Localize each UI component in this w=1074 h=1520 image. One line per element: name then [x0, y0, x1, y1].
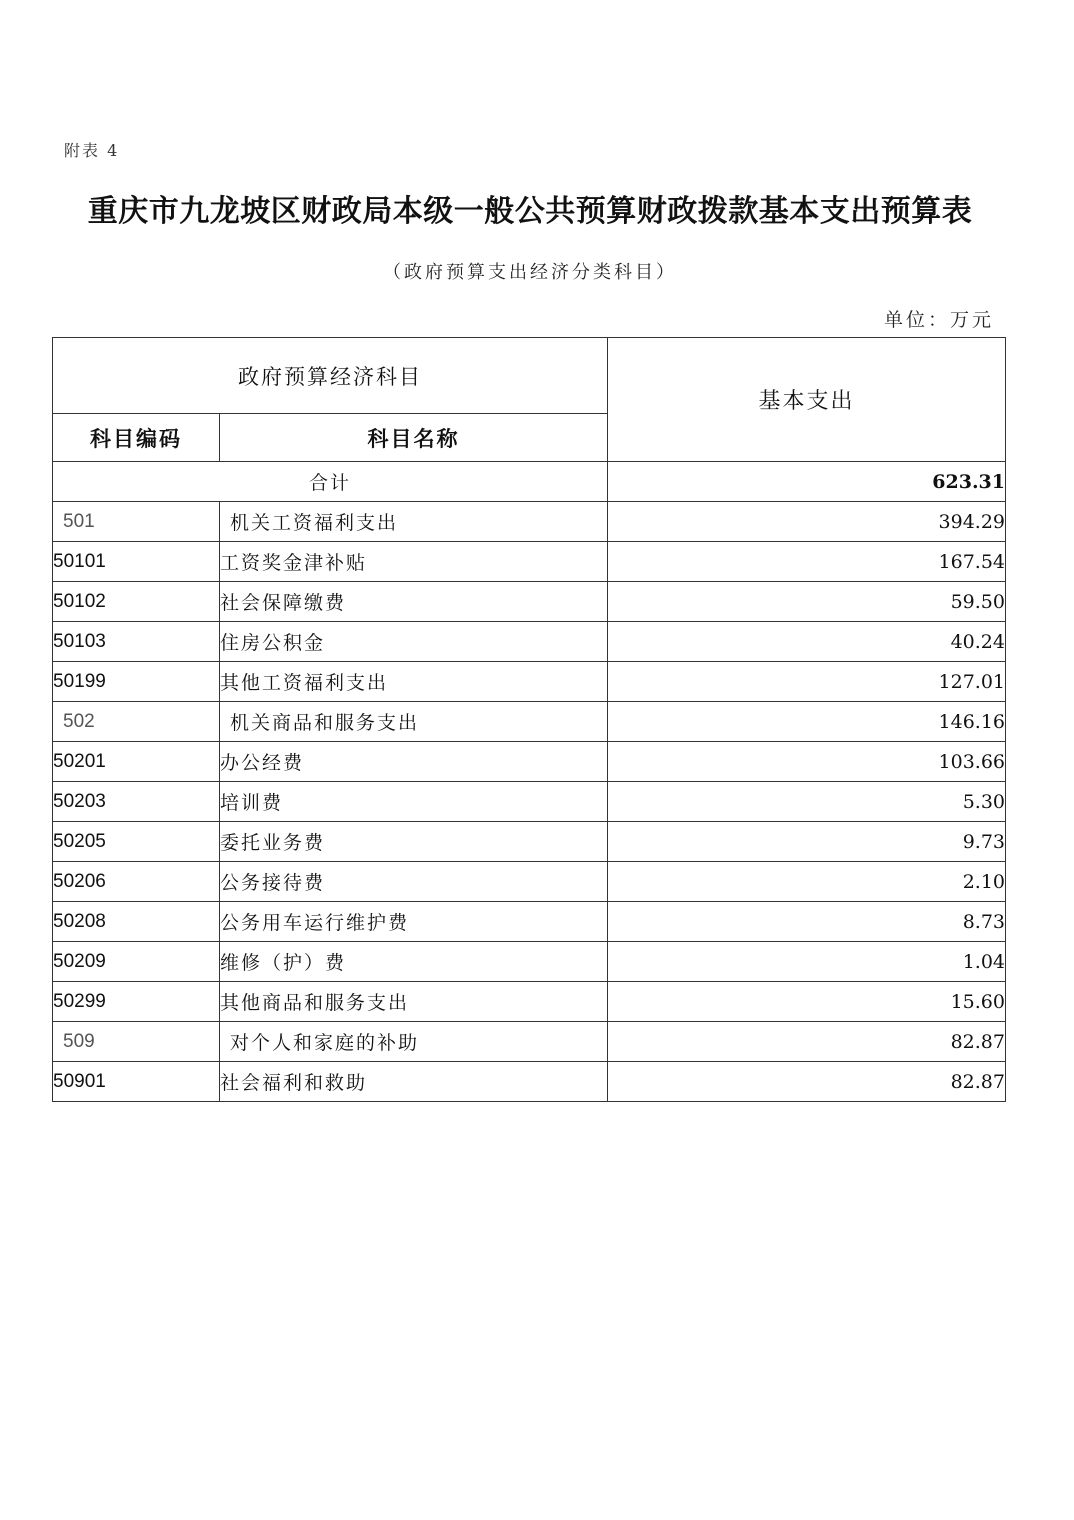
- table-row: [53, 782, 1006, 822]
- subject-name-cell: 公务接待费: [220, 862, 608, 902]
- subject-code-cell: 50205: [53, 822, 220, 862]
- table-row: [53, 982, 1006, 1022]
- amount-cell: 82.87: [608, 1062, 1006, 1102]
- budget-table: [52, 337, 1006, 1102]
- table-row: [53, 1022, 1006, 1062]
- table-row: [53, 862, 1006, 902]
- subject-code-cell: 50206: [53, 862, 220, 902]
- subject-code-cell: 50209: [53, 942, 220, 982]
- subject-name-cell: 机关工资福利支出: [220, 502, 608, 542]
- table-row: [53, 622, 1006, 662]
- amount-cell: 9.73: [608, 822, 1006, 862]
- table-row: [53, 502, 1006, 542]
- amount-cell: 127.01: [608, 662, 1006, 702]
- amount-cell: 394.29: [608, 502, 1006, 542]
- subject-code-cell: 50199: [53, 662, 220, 702]
- budget-table-body: [53, 338, 1006, 1102]
- subject-name-cell: 住房公积金: [220, 622, 608, 662]
- unit-label: 单位：万元: [883, 309, 994, 331]
- subject-name-cell: 社会保障缴费: [220, 582, 608, 622]
- amount-cell: 40.24: [608, 622, 1006, 662]
- subject-name-cell: 公务用车运行维护费: [220, 902, 608, 942]
- header-economic-subject: 政府预算经济科目: [53, 338, 608, 414]
- subject-code-cell: 501: [53, 502, 220, 542]
- amount-cell: 2.10: [608, 862, 1006, 902]
- subject-code-cell: 50203: [53, 782, 220, 822]
- subject-code-cell: 50201: [53, 742, 220, 782]
- header-subject-name: 科目名称: [220, 414, 608, 462]
- total-label: 合计: [53, 462, 608, 502]
- page-subtitle: （政府预算支出经济分类科目）: [383, 262, 677, 283]
- amount-cell: 1.04: [608, 942, 1006, 982]
- subject-name-cell: 维修（护）费: [220, 942, 608, 982]
- annex-label: 附表 4: [64, 141, 120, 160]
- amount-cell: 8.73: [608, 902, 1006, 942]
- amount-cell: 15.60: [608, 982, 1006, 1022]
- subject-name-cell: 委托业务费: [220, 822, 608, 862]
- subject-code-cell: 502: [53, 702, 220, 742]
- table-row: [53, 662, 1006, 702]
- table-row: [53, 542, 1006, 582]
- table-row: [53, 742, 1006, 782]
- header-row-group: [53, 338, 1006, 414]
- subject-name-cell: 对个人和家庭的补助: [220, 1022, 608, 1062]
- subject-name-cell: 培训费: [220, 782, 608, 822]
- amount-cell: 103.66: [608, 742, 1006, 782]
- header-basic-expenditure: 基本支出: [608, 338, 1006, 462]
- amount-cell: 167.54: [608, 542, 1006, 582]
- subject-code-cell: 50208: [53, 902, 220, 942]
- amount-cell: 59.50: [608, 582, 1006, 622]
- subject-name-cell: 工资奖金津补贴: [220, 542, 608, 582]
- header-subject-code: 科目编码: [53, 414, 220, 462]
- subject-code-cell: 50299: [53, 982, 220, 1022]
- table-row: [53, 702, 1006, 742]
- total-value: 623.31: [608, 462, 1006, 502]
- subject-name-cell: 其他商品和服务支出: [220, 982, 608, 1022]
- subject-code-cell: 50103: [53, 622, 220, 662]
- table-row: [53, 582, 1006, 622]
- table-row: [53, 1062, 1006, 1102]
- table-row: [53, 822, 1006, 862]
- subject-code-cell: 50901: [53, 1062, 220, 1102]
- subject-name-cell: 其他工资福利支出: [220, 662, 608, 702]
- amount-cell: 146.16: [608, 702, 1006, 742]
- table-row: [53, 902, 1006, 942]
- subject-code-cell: 509: [53, 1022, 220, 1062]
- subject-name-cell: 社会福利和救助: [220, 1062, 608, 1102]
- subject-code-cell: 50102: [53, 582, 220, 622]
- subject-name-cell: 机关商品和服务支出: [220, 702, 608, 742]
- total-row: [53, 462, 1006, 502]
- subject-name-cell: 办公经费: [220, 742, 608, 782]
- page-title: 重庆市九龙坡区财政局本级一般公共预算财政拨款基本支出预算表: [87, 194, 973, 229]
- table-row: [53, 942, 1006, 982]
- amount-cell: 82.87: [608, 1022, 1006, 1062]
- subject-code-cell: 50101: [53, 542, 220, 582]
- amount-cell: 5.30: [608, 782, 1006, 822]
